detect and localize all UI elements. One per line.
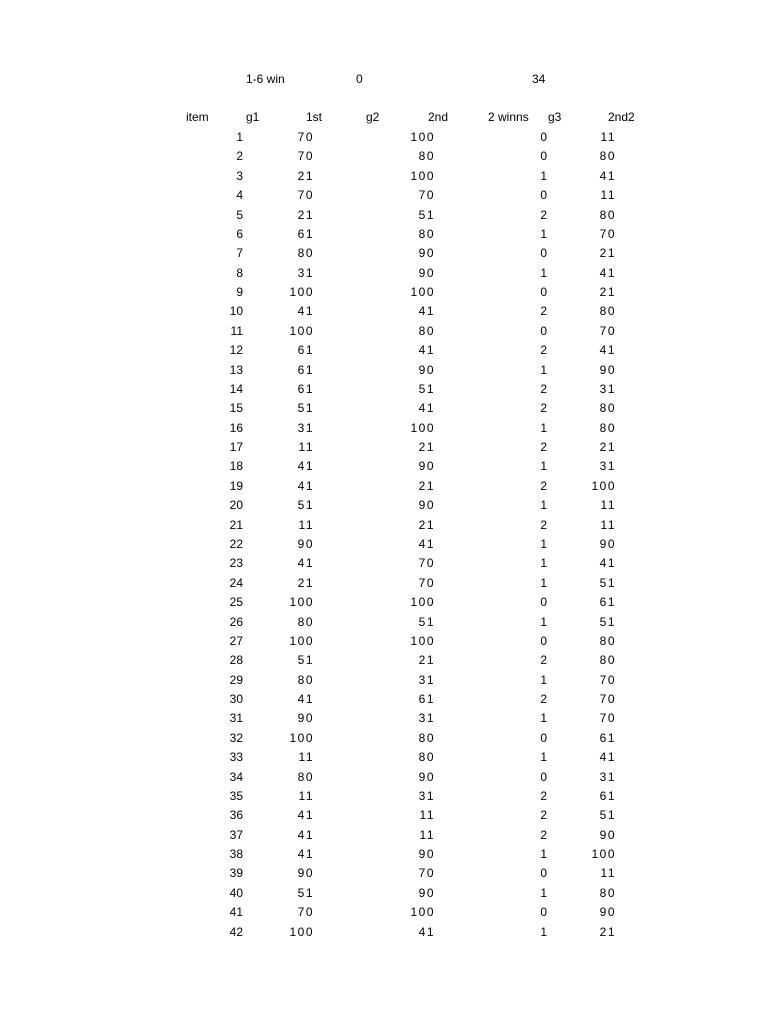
cell-1st: 100	[289, 633, 314, 648]
cell-1st: 90	[297, 866, 314, 881]
cell-1st: 21	[297, 168, 314, 183]
cell-item: 29	[229, 672, 243, 687]
cell-2nd: 100	[410, 168, 435, 183]
cell-item: 26	[229, 614, 243, 629]
cell-2-winns: 2	[540, 401, 547, 416]
cell-2-winns: 0	[540, 633, 547, 648]
cell-1st: 51	[297, 885, 314, 900]
cell-2nd: 21	[418, 440, 435, 455]
cell-2nd: 21	[418, 478, 435, 493]
cell-2-winns: 2	[540, 440, 547, 455]
cell-2nd2: 21	[599, 285, 616, 300]
cell-1st: 100	[289, 924, 314, 939]
cell-item: 32	[229, 730, 243, 745]
cell-1st: 80	[297, 672, 314, 687]
cell-1st: 100	[289, 285, 314, 300]
cell-2nd: 80	[418, 226, 435, 241]
cell-2nd2: 11	[600, 130, 616, 144]
cell-1st: 41	[297, 459, 314, 474]
cell-2nd2: 51	[599, 808, 616, 823]
cell-1st: 90	[297, 711, 314, 726]
cell-2nd2: 90	[599, 827, 616, 842]
cell-item: 28	[229, 653, 243, 668]
cell-2nd: 90	[418, 246, 435, 261]
cell-item: 36	[229, 808, 243, 823]
cell-item: 34	[229, 769, 243, 784]
cell-2nd: 41	[418, 401, 435, 416]
cell-2nd2: 21	[599, 440, 616, 455]
cell-2nd: 11	[419, 827, 435, 842]
cell-2nd2: 61	[599, 730, 616, 745]
cell-item: 35	[229, 788, 243, 803]
cell-2-winns: 1	[540, 711, 547, 726]
cell-2-winns: 0	[540, 323, 547, 338]
header-2-winns: 2 winns	[488, 110, 529, 124]
cell-2-winns: 1	[540, 536, 547, 551]
cell-1st: 70	[297, 905, 314, 920]
summary-label: 1-6 win	[246, 72, 285, 86]
cell-2nd2: 80	[599, 420, 616, 435]
cell-2nd2: 70	[599, 692, 616, 707]
cell-2-winns: 1	[540, 362, 547, 377]
cell-item: 38	[229, 847, 243, 862]
cell-2-winns: 1	[540, 847, 547, 862]
cell-item: 42	[229, 924, 243, 939]
cell-2nd: 90	[418, 498, 435, 513]
cell-2-winns: 0	[540, 595, 547, 610]
cell-2nd: 11	[419, 808, 435, 823]
cell-1st: 51	[297, 401, 314, 416]
cell-2nd: 41	[418, 924, 435, 939]
cell-2-winns: 1	[540, 672, 547, 687]
cell-item: 16	[229, 420, 243, 435]
cell-2-winns: 1	[540, 750, 547, 765]
cell-2nd: 70	[418, 575, 435, 590]
cell-2-winns: 2	[540, 653, 547, 668]
cell-2-winns: 1	[540, 575, 547, 590]
cell-1st: 90	[297, 536, 314, 551]
cell-item: 15	[229, 401, 243, 416]
cell-item: 20	[229, 498, 243, 513]
header-1st: 1st	[306, 110, 323, 124]
cell-2nd: 31	[418, 711, 435, 726]
cell-item: 40	[229, 885, 243, 900]
cell-1st: 80	[297, 246, 314, 261]
cell-2nd2: 90	[599, 536, 616, 551]
cell-1st: 100	[289, 595, 314, 610]
header-item: item	[186, 110, 209, 124]
cell-2-winns: 2	[540, 207, 547, 222]
cell-1st: 100	[289, 323, 314, 338]
cell-2nd: 90	[418, 885, 435, 900]
cell-2-winns: 1	[540, 498, 547, 513]
cell-2-winns: 0	[540, 149, 547, 164]
cell-1st: 11	[298, 440, 314, 455]
cell-2nd2: 70	[599, 711, 616, 726]
cell-2nd2: 11	[600, 517, 616, 532]
header-2nd: 2nd	[428, 110, 449, 124]
cell-item: 27	[229, 633, 243, 648]
cell-item: 30	[229, 692, 243, 707]
cell-2nd2: 100	[591, 478, 616, 493]
cell-1st: 100	[289, 730, 314, 745]
cell-2nd2: 61	[599, 788, 616, 803]
header-g1: g1	[246, 110, 260, 124]
cell-2nd2: 31	[599, 769, 616, 784]
cell-2-winns: 2	[540, 692, 547, 707]
cell-2-winns: 1	[540, 420, 547, 435]
cell-2nd: 31	[418, 788, 435, 803]
cell-2nd2: 80	[599, 633, 616, 648]
cell-2nd2: 70	[599, 226, 616, 241]
cell-2nd2: 80	[599, 401, 616, 416]
cell-item: 39	[229, 866, 243, 881]
cell-1st: 31	[297, 420, 314, 435]
cell-2-winns: 2	[540, 304, 547, 319]
cell-item: 21	[229, 517, 243, 532]
cell-item: 5	[236, 207, 243, 222]
cell-item: 1	[236, 130, 243, 144]
cell-item: 41	[229, 905, 243, 920]
cell-2nd2: 41	[599, 750, 616, 765]
cell-1st: 61	[297, 362, 314, 377]
cell-1st: 70	[297, 149, 314, 164]
cell-2nd2: 80	[599, 149, 616, 164]
cell-item: 6	[236, 226, 243, 241]
cell-2nd: 100	[410, 905, 435, 920]
cell-2nd2: 11	[600, 498, 616, 513]
cell-1st: 61	[297, 381, 314, 396]
cell-2nd2: 31	[599, 381, 616, 396]
cell-1st: 41	[297, 692, 314, 707]
cell-2-winns: 2	[540, 381, 547, 396]
cell-2nd2: 90	[599, 362, 616, 377]
cell-item: 25	[229, 595, 243, 610]
cell-1st: 41	[297, 847, 314, 862]
cell-2nd: 100	[410, 420, 435, 435]
cell-2nd: 100	[410, 130, 435, 144]
cell-1st: 70	[297, 130, 314, 144]
cell-2nd: 80	[418, 730, 435, 745]
cell-1st: 21	[297, 575, 314, 590]
cell-2nd: 90	[418, 362, 435, 377]
cell-item: 4	[236, 188, 243, 203]
cell-2nd2: 11	[600, 188, 616, 203]
cell-2nd2: 51	[599, 614, 616, 629]
cell-2nd2: 61	[599, 595, 616, 610]
cell-2-winns: 2	[540, 343, 547, 358]
cell-1st: 51	[297, 498, 314, 513]
cell-2-winns: 1	[540, 614, 547, 629]
cell-1st: 41	[297, 556, 314, 571]
cell-2-winns: 1	[540, 168, 547, 183]
cell-2-winns: 1	[540, 265, 547, 280]
cell-2-winns: 2	[540, 478, 547, 493]
cell-2-winns: 2	[540, 827, 547, 842]
cell-2-winns: 0	[540, 905, 547, 920]
cell-item: 2	[236, 149, 243, 164]
cell-2-winns: 0	[540, 769, 547, 784]
cell-2-winns: 1	[540, 885, 547, 900]
cell-2nd: 90	[418, 847, 435, 862]
cell-2-winns: 2	[540, 788, 547, 803]
cell-2nd2: 90	[599, 905, 616, 920]
cell-2-winns: 0	[540, 188, 547, 203]
cell-2nd: 90	[418, 769, 435, 784]
cell-1st: 41	[297, 478, 314, 493]
cell-2nd: 51	[418, 381, 435, 396]
cell-2nd: 21	[418, 653, 435, 668]
cell-1st: 11	[298, 750, 314, 765]
cell-2-winns: 1	[540, 226, 547, 241]
cell-2nd2: 21	[599, 246, 616, 261]
cell-2nd: 41	[418, 304, 435, 319]
cell-2nd: 100	[410, 595, 435, 610]
cell-2-winns: 0	[540, 130, 547, 144]
cell-item: 37	[229, 827, 243, 842]
cell-2nd: 80	[418, 149, 435, 164]
cell-item: 10	[229, 304, 243, 319]
cell-item: 18	[229, 459, 243, 474]
header-g3: g3	[548, 110, 562, 124]
cell-1st: 80	[297, 614, 314, 629]
cell-2nd2: 31	[599, 459, 616, 474]
cell-item: 17	[229, 440, 243, 455]
cell-2nd: 41	[418, 343, 435, 358]
cell-2-winns: 1	[540, 556, 547, 571]
cell-2-winns: 2	[540, 808, 547, 823]
cell-2nd: 80	[418, 750, 435, 765]
cell-item: 19	[229, 478, 243, 493]
cell-2nd2: 70	[599, 672, 616, 687]
cell-2nd: 41	[418, 536, 435, 551]
cell-item: 12	[229, 343, 243, 358]
cell-item: 14	[229, 381, 243, 396]
cell-2-winns: 1	[540, 924, 547, 939]
cell-2nd: 70	[418, 866, 435, 881]
cell-2-winns: 0	[540, 730, 547, 745]
cell-2nd2: 41	[599, 265, 616, 280]
cell-2nd2: 21	[599, 924, 616, 939]
cell-2nd2: 41	[599, 168, 616, 183]
cell-2nd: 90	[418, 265, 435, 280]
header-g2: g2	[366, 110, 380, 124]
cell-item: 8	[236, 265, 243, 280]
cell-1st: 80	[297, 769, 314, 784]
cell-1st: 11	[298, 517, 314, 532]
cell-2nd: 70	[418, 556, 435, 571]
cell-2nd: 61	[418, 692, 435, 707]
cell-2-winns: 0	[540, 866, 547, 881]
cell-2nd2: 41	[599, 556, 616, 571]
cell-2-winns: 1	[540, 459, 547, 474]
cell-2-winns: 0	[540, 246, 547, 261]
cell-1st: 41	[297, 808, 314, 823]
cell-item: 33	[229, 750, 243, 765]
cell-2nd: 51	[418, 207, 435, 222]
cell-2nd: 100	[410, 285, 435, 300]
cell-2nd: 100	[410, 633, 435, 648]
cell-2nd2: 41	[599, 343, 616, 358]
cell-2nd: 70	[418, 188, 435, 203]
cell-2nd2: 80	[599, 304, 616, 319]
cell-2nd2: 80	[599, 207, 616, 222]
cell-item: 24	[229, 575, 243, 590]
cell-2nd: 21	[418, 517, 435, 532]
cell-item: 7	[236, 246, 243, 261]
cell-2nd2: 70	[599, 323, 616, 338]
cell-2nd2: 80	[599, 885, 616, 900]
cell-2nd: 90	[418, 459, 435, 474]
cell-2nd2: 11	[600, 866, 616, 881]
cell-2nd: 31	[418, 672, 435, 687]
cell-item: 9	[236, 285, 243, 300]
cell-item: 3	[236, 168, 243, 183]
summary-value-a: 0	[356, 72, 363, 86]
header-2nd2: 2nd2	[608, 110, 635, 124]
cell-item: 22	[229, 536, 243, 551]
cell-1st: 61	[297, 343, 314, 358]
cell-2nd2: 51	[599, 575, 616, 590]
cell-2nd: 80	[418, 323, 435, 338]
cell-2nd: 51	[418, 614, 435, 629]
cell-1st: 21	[297, 207, 314, 222]
cell-item: 11	[230, 323, 243, 338]
cell-1st: 41	[297, 827, 314, 842]
cell-2-winns: 2	[540, 517, 547, 532]
cell-2nd2: 100	[591, 847, 616, 862]
cell-1st: 41	[297, 304, 314, 319]
summary-value-b: 34	[532, 72, 546, 86]
cell-1st: 11	[298, 788, 314, 803]
cell-1st: 51	[297, 653, 314, 668]
cell-1st: 31	[297, 265, 314, 280]
cell-2nd2: 80	[599, 653, 616, 668]
cell-1st: 61	[297, 226, 314, 241]
cell-item: 23	[229, 556, 243, 571]
cell-item: 31	[229, 711, 243, 726]
cell-2-winns: 0	[540, 285, 547, 300]
cell-1st: 70	[297, 188, 314, 203]
cell-item: 13	[229, 362, 243, 377]
